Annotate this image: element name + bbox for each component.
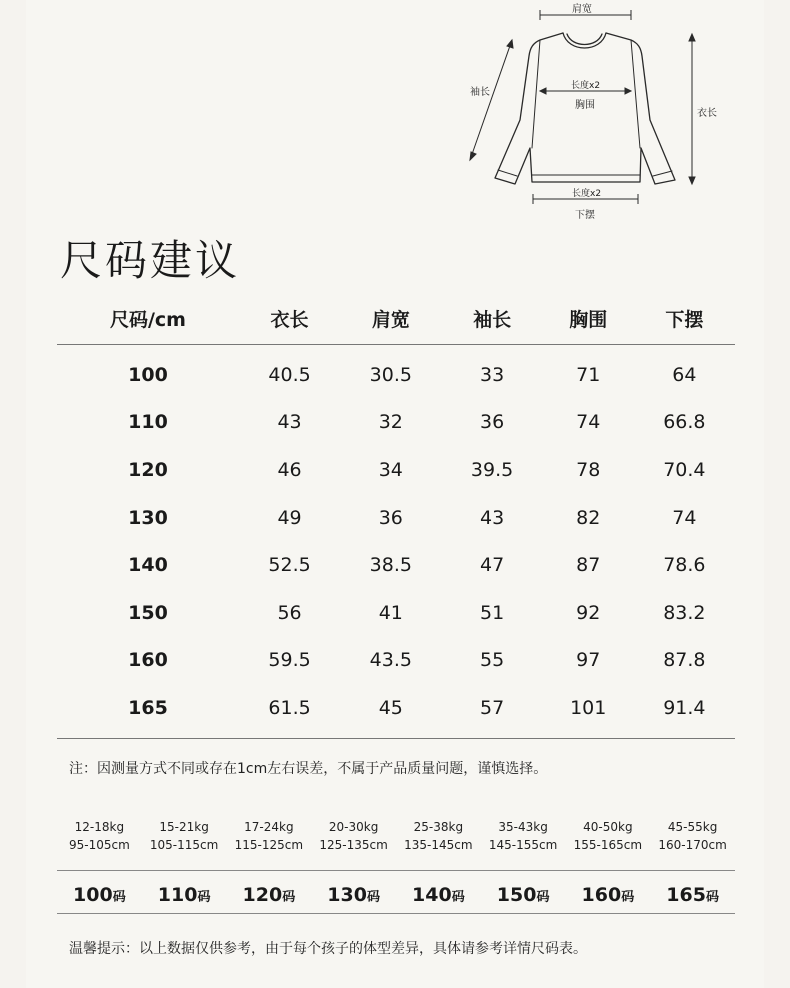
size-number: 140 bbox=[412, 884, 452, 906]
header-hem: 下摆 bbox=[634, 292, 735, 345]
length-cell: 40.5 bbox=[268, 363, 311, 386]
hem-cell: 70.4 bbox=[663, 458, 706, 481]
reference-item bbox=[142, 818, 227, 854]
reference-item bbox=[650, 818, 735, 854]
chest-label: 胸围 bbox=[575, 100, 595, 111]
length-cell: 56 bbox=[277, 601, 302, 624]
size-cell: 120 bbox=[128, 458, 168, 481]
reference-item bbox=[57, 818, 142, 854]
chest-cell: 97 bbox=[576, 649, 601, 672]
chest-cell: 82 bbox=[576, 506, 601, 529]
length-cell: 49 bbox=[277, 506, 302, 529]
sleeve-label: 袖长 bbox=[470, 87, 490, 98]
reference-item bbox=[566, 818, 651, 854]
hem-multiplier-label: 长度x2 bbox=[572, 189, 602, 199]
chest-cell: 92 bbox=[576, 601, 601, 624]
reference-size bbox=[57, 878, 142, 915]
chest-cell: 74 bbox=[576, 411, 601, 434]
hem-cell: 87.8 bbox=[663, 649, 706, 672]
size-number: 160 bbox=[581, 884, 622, 906]
header-length: 衣长 bbox=[239, 292, 340, 345]
height-range: 145-155cm bbox=[488, 838, 558, 852]
measurement-note: 注：因测量方式不同或存在1cm左右误差，不属于产品质量问题，谨慎选择。 bbox=[69, 761, 548, 777]
shoulder-cell: 36 bbox=[378, 506, 403, 529]
size-cell: 140 bbox=[128, 554, 168, 577]
size-cell: 150 bbox=[128, 601, 168, 624]
garment-diagram bbox=[0, 0, 790, 230]
sleeve-cell: 55 bbox=[479, 649, 505, 672]
table-row bbox=[57, 345, 735, 399]
header-sleeve: 袖长 bbox=[441, 292, 542, 345]
height-range: 160-170cm bbox=[658, 838, 727, 852]
shoulder-cell: 32 bbox=[378, 411, 403, 434]
size-number: 100 bbox=[73, 884, 113, 906]
shoulder-cell: 34 bbox=[378, 458, 403, 481]
height-range: 105-115cm bbox=[149, 838, 219, 852]
table-row bbox=[57, 446, 735, 494]
size-cell: 110 bbox=[128, 411, 168, 434]
header-size: 尺码/cm bbox=[57, 292, 239, 345]
table-row bbox=[57, 637, 735, 685]
height-range: 155-165cm bbox=[573, 838, 643, 852]
height-range: 135-145cm bbox=[404, 838, 473, 852]
reminder-note: 温馨提示：以上数据仅供参考，由于每个孩子的体型差异，具体请参考详情尺码表。 bbox=[69, 941, 587, 957]
shoulder-cell: 43.5 bbox=[369, 649, 412, 672]
size-number: 110 bbox=[157, 884, 198, 906]
header-shoulder: 肩宽 bbox=[340, 292, 441, 345]
size-unit: 码 bbox=[451, 890, 465, 905]
shoulder-cell: 45 bbox=[340, 684, 441, 738]
sleeve-cell: 36 bbox=[479, 411, 505, 434]
size-unit: 码 bbox=[705, 890, 719, 905]
reference-size-row bbox=[57, 878, 735, 915]
chest-multiplier-label: 长度x2 bbox=[571, 81, 601, 91]
reference-size bbox=[227, 878, 312, 915]
table-row bbox=[57, 589, 735, 637]
reference-size bbox=[481, 878, 566, 915]
size-unit: 码 bbox=[621, 890, 635, 905]
table-header-row bbox=[57, 292, 735, 345]
chest-cell: 87 bbox=[576, 554, 601, 577]
length-cell: 61.5 bbox=[239, 684, 340, 738]
size-unit: 码 bbox=[366, 890, 380, 905]
size-cell: 100 bbox=[128, 363, 168, 386]
size-cell: 165 bbox=[57, 684, 239, 738]
size-table bbox=[57, 292, 735, 739]
size-number: 165 bbox=[666, 884, 706, 906]
size-unit: 码 bbox=[282, 890, 296, 905]
sleeve-cell: 33 bbox=[479, 363, 505, 386]
weight-range: 35-43kg bbox=[498, 820, 548, 834]
sleeve-cell: 51 bbox=[479, 601, 505, 624]
reference-size bbox=[566, 878, 651, 915]
hem-cell: 78.6 bbox=[663, 554, 706, 577]
reference-size bbox=[311, 878, 396, 915]
chest-cell: 71 bbox=[576, 363, 601, 386]
size-unit: 码 bbox=[536, 890, 550, 905]
sleeve-cell: 47 bbox=[479, 554, 505, 577]
hem-cell: 91.4 bbox=[634, 684, 735, 738]
reference-item bbox=[481, 818, 566, 854]
length-cell: 46 bbox=[277, 458, 302, 481]
table-row bbox=[57, 399, 735, 447]
height-range: 115-125cm bbox=[234, 838, 304, 852]
weight-range: 15-21kg bbox=[159, 820, 209, 834]
long-sleeve-shirt-illustration bbox=[0, 0, 790, 230]
size-unit: 码 bbox=[112, 890, 126, 905]
size-unit: 码 bbox=[197, 890, 211, 905]
shoulder-cell: 30.5 bbox=[369, 363, 412, 386]
table-row bbox=[57, 494, 735, 542]
shoulder-label: 肩宽 bbox=[572, 4, 592, 15]
size-cell: 130 bbox=[128, 506, 168, 529]
hem-cell: 83.2 bbox=[663, 601, 706, 624]
weight-range: 40-50kg bbox=[583, 820, 633, 834]
table-row bbox=[57, 684, 735, 738]
divider bbox=[57, 913, 735, 914]
chest-cell: 78 bbox=[576, 458, 601, 481]
hem-cell: 64 bbox=[672, 363, 697, 386]
size-cell: 160 bbox=[128, 649, 168, 672]
reference-item bbox=[396, 818, 481, 854]
sleeve-cell: 57 bbox=[441, 684, 542, 738]
weight-range: 17-24kg bbox=[244, 820, 294, 834]
sleeve-cell: 39.5 bbox=[470, 458, 514, 481]
hem-cell: 66.8 bbox=[663, 411, 706, 434]
weight-range: 45-55kg bbox=[667, 820, 718, 834]
hem-label: 下摆 bbox=[575, 210, 595, 221]
table-row bbox=[57, 541, 735, 589]
reference-size bbox=[142, 878, 227, 915]
length-cell: 43 bbox=[277, 411, 302, 434]
hem-cell: 74 bbox=[672, 506, 697, 529]
sleeve-cell: 43 bbox=[479, 506, 505, 529]
size-number: 130 bbox=[327, 884, 367, 906]
length-cell: 59.5 bbox=[268, 649, 311, 672]
header-chest: 胸围 bbox=[543, 292, 634, 345]
length-label: 衣长 bbox=[697, 108, 717, 119]
length-cell: 52.5 bbox=[268, 554, 311, 577]
reference-item bbox=[227, 818, 312, 854]
weight-height-reference bbox=[57, 818, 735, 854]
height-range: 95-105cm bbox=[68, 838, 130, 852]
weight-range: 25-38kg bbox=[413, 820, 464, 834]
weight-range: 20-30kg bbox=[328, 820, 379, 834]
shoulder-cell: 38.5 bbox=[369, 554, 412, 577]
height-range: 125-135cm bbox=[319, 838, 388, 852]
divider bbox=[57, 870, 735, 871]
size-number: 150 bbox=[496, 884, 537, 906]
weight-range: 12-18kg bbox=[74, 820, 125, 834]
section-title: 尺码建议 bbox=[60, 236, 241, 285]
shoulder-cell: 41 bbox=[378, 601, 403, 624]
reference-size bbox=[396, 878, 481, 915]
chest-cell: 101 bbox=[543, 684, 634, 738]
reference-size bbox=[650, 878, 735, 915]
reference-item bbox=[311, 818, 396, 854]
size-number: 120 bbox=[242, 884, 283, 906]
